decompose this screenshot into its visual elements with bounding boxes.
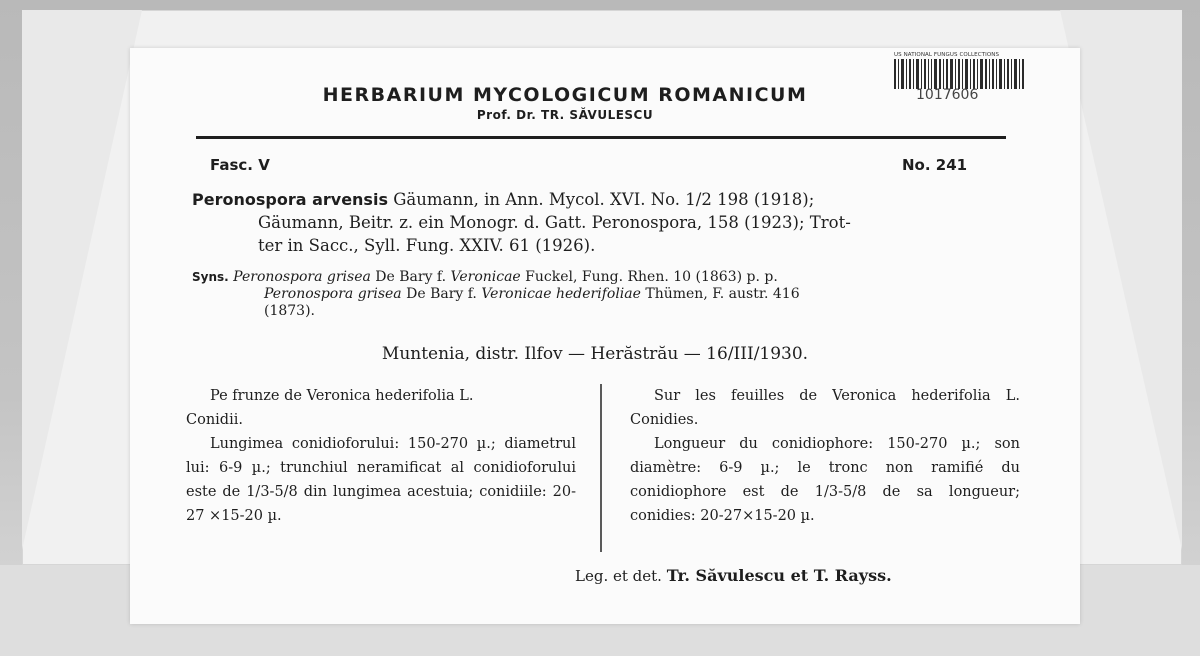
barcode-caption: US NATIONAL FUNGUS COLLECTIONS xyxy=(894,52,1000,58)
taxon-citation xyxy=(192,188,1012,257)
french-host: Sur les feuilles de Veronica hederifolia L. Conidies. xyxy=(630,388,1020,428)
envelope-flap-left xyxy=(22,10,142,550)
description-romanian xyxy=(186,384,576,528)
synonym-1-name: Peronospora grisea xyxy=(233,269,371,285)
collector-names: Tr. Săvulescu et T. Rayss. xyxy=(666,566,892,585)
fascicle-label: Fasc. V xyxy=(210,156,270,174)
herbarium-label xyxy=(130,48,1080,624)
description-french xyxy=(630,384,1020,528)
romanian-stage: Conidii. xyxy=(186,412,243,428)
herbarium-title: HERBARIUM MYCOLOGICUM ROMANICUM xyxy=(322,84,808,106)
synonym-2-a: De Bary f. xyxy=(401,286,482,302)
romanian-host: Pe frunze de Veronica hederifolia L. xyxy=(210,388,474,404)
barcode-sticker xyxy=(892,52,1032,118)
citation-line-3: ter in Sacc., Syll. Fung. XXIV. 61 (1926). xyxy=(258,236,596,255)
synonym-2-year: (1873). xyxy=(264,303,316,319)
column-divider xyxy=(600,384,602,552)
synonym-1-a: De Bary f. xyxy=(370,269,451,285)
romanian-measurements: Lungimea conidioforului: 150-270 µ.; diametrul lui: 6-9 µ.; trunchiul neramificat al conidioforului este de 1/3-5/8 din lungimea acestuia; conidiile: 20-27 ×15-20 µ. xyxy=(186,436,576,524)
synonyms-tag: Syns. xyxy=(192,270,229,284)
synonym-1-b: Fuckel, Fung. Rhen. 10 (1863) p. p. xyxy=(520,269,778,285)
species-name: Peronospora arvensis xyxy=(192,190,388,209)
specimen-number: No. 241 xyxy=(902,156,968,174)
collector-line xyxy=(575,566,892,585)
synonym-2-b: Thümen, F. austr. 416 xyxy=(640,286,800,302)
collection-locality: Muntenia, distr. Ilfov — Herăstrău — 16/III/1930. xyxy=(381,344,809,364)
synonym-1-host: Veronicae xyxy=(450,269,521,285)
synonym-2-name: Peronospora grisea xyxy=(264,286,402,302)
leg-prefix: Leg. et det. xyxy=(575,567,667,585)
barcode-icon xyxy=(892,59,1026,89)
french-measurements: Longueur du conidiophore: 150-270 µ.; son diamètre: 6-9 µ.; le tronc non ramifié du conidiophore est de 1/3-5/8 de sa longueur; conidies: 20-27×15-20 µ. xyxy=(630,436,1020,524)
barcode-number: 1017606 xyxy=(916,87,979,103)
citation-line-2: Gäumann, Beitr. z. ein Monogr. d. Gatt. Peronospora, 158 (1923); Trot- xyxy=(258,213,851,232)
synonym-2 xyxy=(192,286,1012,303)
citation-line-1: Gäumann, in Ann. Mycol. XVI. No. 1/2 198 (1918); xyxy=(387,190,815,209)
herbarium-curator: Prof. Dr. TR. SĂVULESCU xyxy=(476,108,654,122)
header-rule xyxy=(196,136,1006,139)
synonyms-block xyxy=(192,269,1012,320)
synonym-2-host: Veronicae hederifoliae xyxy=(481,286,641,302)
